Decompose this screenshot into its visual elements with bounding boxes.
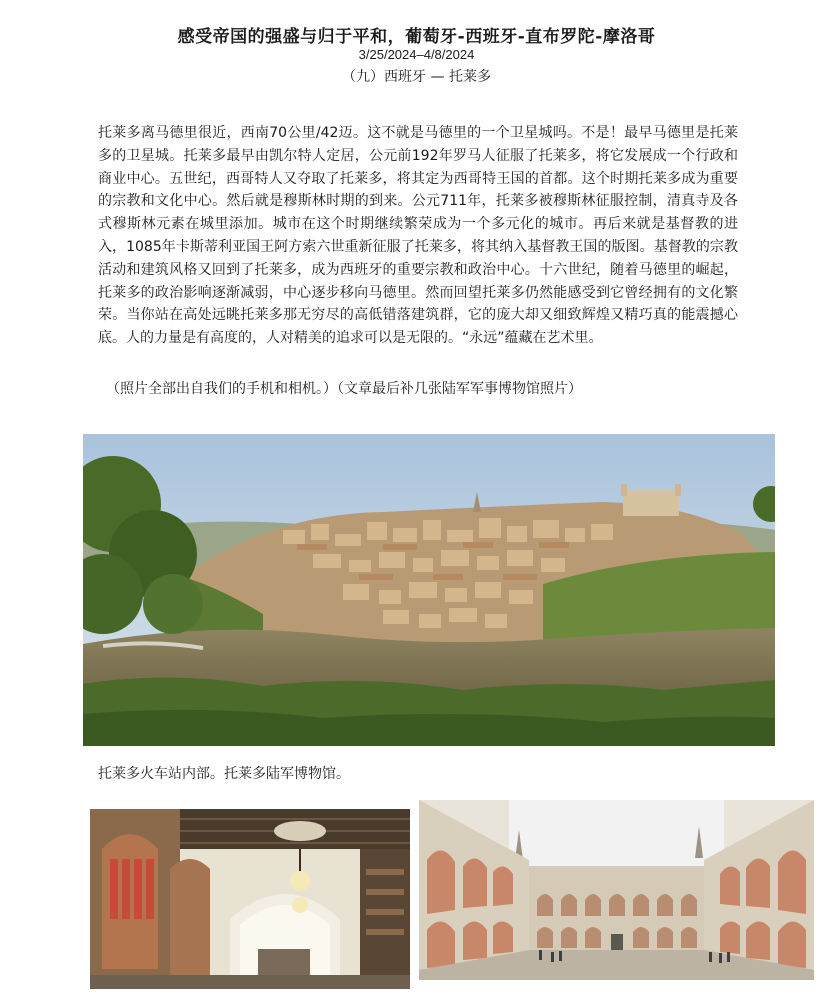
- army-museum-courtyard-photo: [419, 800, 814, 980]
- photo-caption: 托莱多火车站内部。托莱多陆军博物馆。: [98, 766, 350, 782]
- section-heading: （九）西班牙 — 托莱多: [342, 69, 491, 85]
- toledo-panorama-photo: [83, 434, 775, 746]
- train-station-interior-photo: [90, 809, 410, 989]
- article-body-paragraph: 托莱多离马德里很近，西南70公里/42迈。这不就是马德里的一个卫星城吗。不是！最早马德里是托莱多的卫星城。托莱多最早由凯尔特人定居，公元前192年罗马人征服了托莱多，将它发展成一个行政和商业中心。五世纪，西哥特人又夺取了托莱多，将其定为西哥特王国的首都。这个时期托莱多成为重要的宗教和文化中心。然后就是穆斯林时期的到来。公元711年，托莱多被穆斯林征服控制，清真寺及各式穆斯林元素在城里添加。城市在这个时期继续繁荣成为一个多元化的城市。再后来就是基督教的进入，1085年卡斯蒂利亚国王阿方索六世重新征服了托莱多，将其纳入基督教王国的版图。基督教的宗教活动和建筑风格又回到了托莱多，成为西班牙的重要宗教和政治中心。十六世纪，随着马德里的崛起，托莱多的政治影响逐渐减弱，中心逐步移向马德里。然而回望托莱多仍然能感受到它曾经拥有的文化繁荣。当你站在高处远眺托莱多那无穷尽的高低错落建筑群，它的庞大却又细致辉煌又精巧真的能震撼心底。人的力量是有高度的，人对精美的追求可以是无限的。“永远”蕴藏在艺术里。: [98, 125, 738, 347]
- photo-credit-note: （照片全部出自我们的手机和相机。）（文章最后补几张陆军军事博物馆照片）: [106, 381, 582, 397]
- article-title: 感受帝国的强盛与归于平和，葡萄牙-西班牙-直布罗陀-摩洛哥: [177, 27, 656, 47]
- article-date-range: 3/25/2024–4/8/2024: [358, 47, 475, 62]
